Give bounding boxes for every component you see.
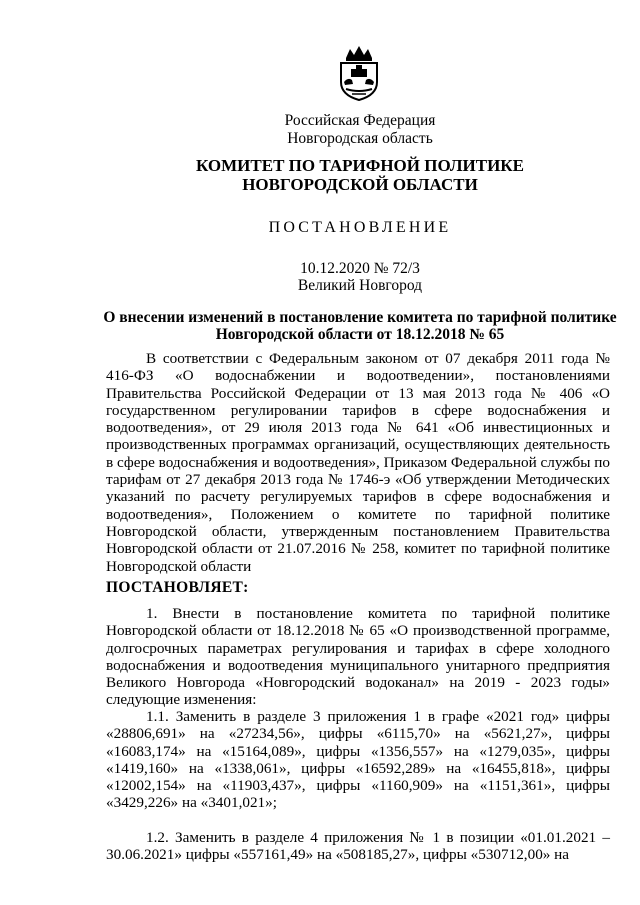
resolve-heading: ПОСТАНОВЛЯЕТ: — [106, 579, 249, 596]
preamble-paragraph: В соответствии с Федеральным законом от 07 декабря 2011 года № 416-ФЗ «О водоснабжении и водоотведении», постановлениями Правительства Российской Федерации от 13 мая 2013 года № 406 «О государственном регулировании тарифов в сфере водоснабжения и водоотведения», от 29 июля 2013 года № 641 «Об инвестиционных и производственных программах организаций, осуществляющих деятельность в сфере водоснабжения и водоотведения», Приказом Федеральной службы по тарифам от 27 декабря 2013 года № 1746-э «Об утверждении Методических указаний по расчету регулируемых тарифов в сфере водоснабжения и водоотведения», Положением о комитете по тарифной политике Новгородской области, утвержденным постановлением Правительства Новгородской области от 21.07.2016 № 258, комитет по тарифной политике Новгородской области — [106, 350, 610, 575]
coat-of-arms-icon — [336, 44, 382, 102]
document-title: О внесении изменений в постановление комитета по тарифной политике Новгородской области от 18.12.2018 № 65 — [103, 309, 617, 343]
document-date-number: 10.12.2020 № 72/3 — [300, 260, 420, 277]
item-1-paragraph: 1. Внести в постановление комитета по тарифной политике Новгородской области от 18.12.2018 № 65 «О производственной программе, долгосрочных параметрах регулирования и тарифах в сфере холодного водоснабжения и водоотведения муниципального унитарного предприятия Великого Новгорода «Новгородский водоканал» на 2019 - 2023 годы» следующие изменения: — [106, 605, 610, 709]
committee-name: КОМИТЕТ ПО ТАРИФНОЙ ПОЛИТИКЕ НОВГОРОДСКОЙ ОБЛАСТИ — [196, 156, 524, 194]
document-type: ПОСТАНОВЛЕНИЕ — [268, 219, 452, 236]
region-name: Новгородская область — [287, 130, 433, 147]
document-city: Великий Новгород — [297, 277, 423, 294]
item-1-2-paragraph: 1.2. Заменить в разделе 4 приложения № 1 в позиции «01.01.2021 – 30.06.2021» цифры «557161,49» на «508185,27», цифры «530712,00» на — [106, 829, 610, 864]
item-1-1-paragraph: 1.1. Заменить в разделе 3 приложения 1 в графе «2021 год» цифры «28806,691» на «27234,56», цифры «6115,70» на «5621,27», цифры «16083,174» на «15164,089», цифры «1356,557» на «1279,035», цифры «1419,160» на «1338,061», цифры «16592,289» на «16455,818», цифры «12002,154» на «11903,437», цифры «1160,909» на «1151,361», цифры «3429,226» на «3401,021»; — [106, 708, 610, 812]
country-name: Российская Федерация — [284, 112, 436, 129]
